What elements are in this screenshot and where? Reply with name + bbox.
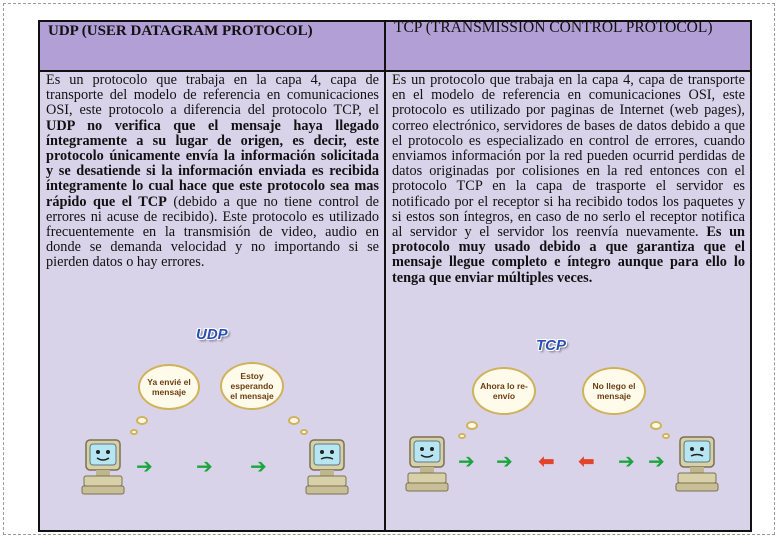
arrow-right-icon: ➔ [648,449,665,473]
tcp-text-block [386,72,750,347]
arrow-left-icon: ⬅ [578,449,595,473]
thought-puff [466,421,478,430]
arrow-right-icon: ➔ [196,454,213,478]
thought-puff [136,416,148,425]
udp-illustration-label: UDP [196,326,228,343]
receiver-computer-icon [302,438,352,496]
udp-text-part-1: Es un protocolo que trabaja en la capa 4, capa de transporte del modelo de referencia en comunicaciones OSI, este protocolo a diferencia del protocolo TCP, el [46,72,379,119]
udp-receiver-thought-bubble: Estoy esperando el mensaje [220,362,284,410]
arrow-right-icon: ➔ [136,454,153,478]
arrow-left-icon: ⬅ [538,449,555,473]
tcp-illustration-label: TCP [536,337,566,354]
tcp-illustration [386,337,750,524]
server-computer-icon [402,435,452,493]
udp-title: UDP (USER DATAGRAM PROTOCOL) [48,23,313,39]
tcp-text-part-2: Es un protocolo muy usado debido a que garantiza que el mensaje llegue completo e íntegro aunque para ello lo tenga que enviar múltiples veces. [392,224,745,286]
tcp-description [386,72,750,286]
thought-puff [300,429,308,435]
client-computer-icon [672,435,722,493]
thought-puff [130,429,138,435]
tcp-title: TCP (TRANSMISSION CONTROL PROTOCOL) [394,19,713,36]
udp-header-cell [39,21,385,71]
tcp-header-cell [385,21,751,71]
arrow-right-icon: ➔ [458,449,475,473]
udp-illustration [40,326,384,524]
udp-text-block [40,72,384,334]
arrow-right-icon: ➔ [496,449,513,473]
udp-description [40,72,384,271]
udp-text-part-2: UDP no verifica que el mensaje haya llegado íntegramente a su lugar de origen, es decir, este protocolo únicamente envía la información solicitada y se desatiende si la información enviada es recibida íntegramente lo cual hace que este protocolo sea mas rápido que el TCP [46,117,379,210]
udp-text-part-3: (debido a que no tiene control de errores ni acuse de recibido). Este protocolo es utilizado frecuentemente en la transmisión de video, audio en donde se demanda velocidad y no importando si se pierden datos o hay errores. [46,193,379,271]
thought-puff [458,433,466,439]
comparison-table [38,20,752,532]
arrow-right-icon: ➔ [618,449,635,473]
thought-puff [288,416,300,425]
tcp-text-part-1: Es un protocolo que trabaja en la capa 4, capa de transporte en el modelo de referencia en comunicaciones OSI, este protocolo es utilizado por paginas de Internet (web pages), correo electrónico, servidores de bases de datos debido a que el protocolo es especializado en control de errores, cuando enviamos información por la red pueden ocurrid perdidas de datos originadas por colisiones en la red entonces con el protocolo TCP en la capa de trasporte el servidor es notificado por el receptor si ha recibido todos los paquetes y si estos son íntegros, en caso de no serlo el receptor notifica al servidor y el servidor los reenvía nuevamente. [392,72,745,241]
arrow-right-icon: ➔ [250,454,267,478]
udp-sender-thought-bubble: Ya envié el mensaje [138,364,200,410]
thought-puff [650,421,662,430]
tcp-body-cell [385,71,751,531]
tcp-receiver-thought-bubble: No llego el mensaje [582,367,646,415]
tcp-sender-thought-bubble: Ahora lo re-envío [472,367,536,415]
udp-body-cell [39,71,385,531]
thought-puff [662,433,670,439]
sender-computer-icon [78,438,128,496]
